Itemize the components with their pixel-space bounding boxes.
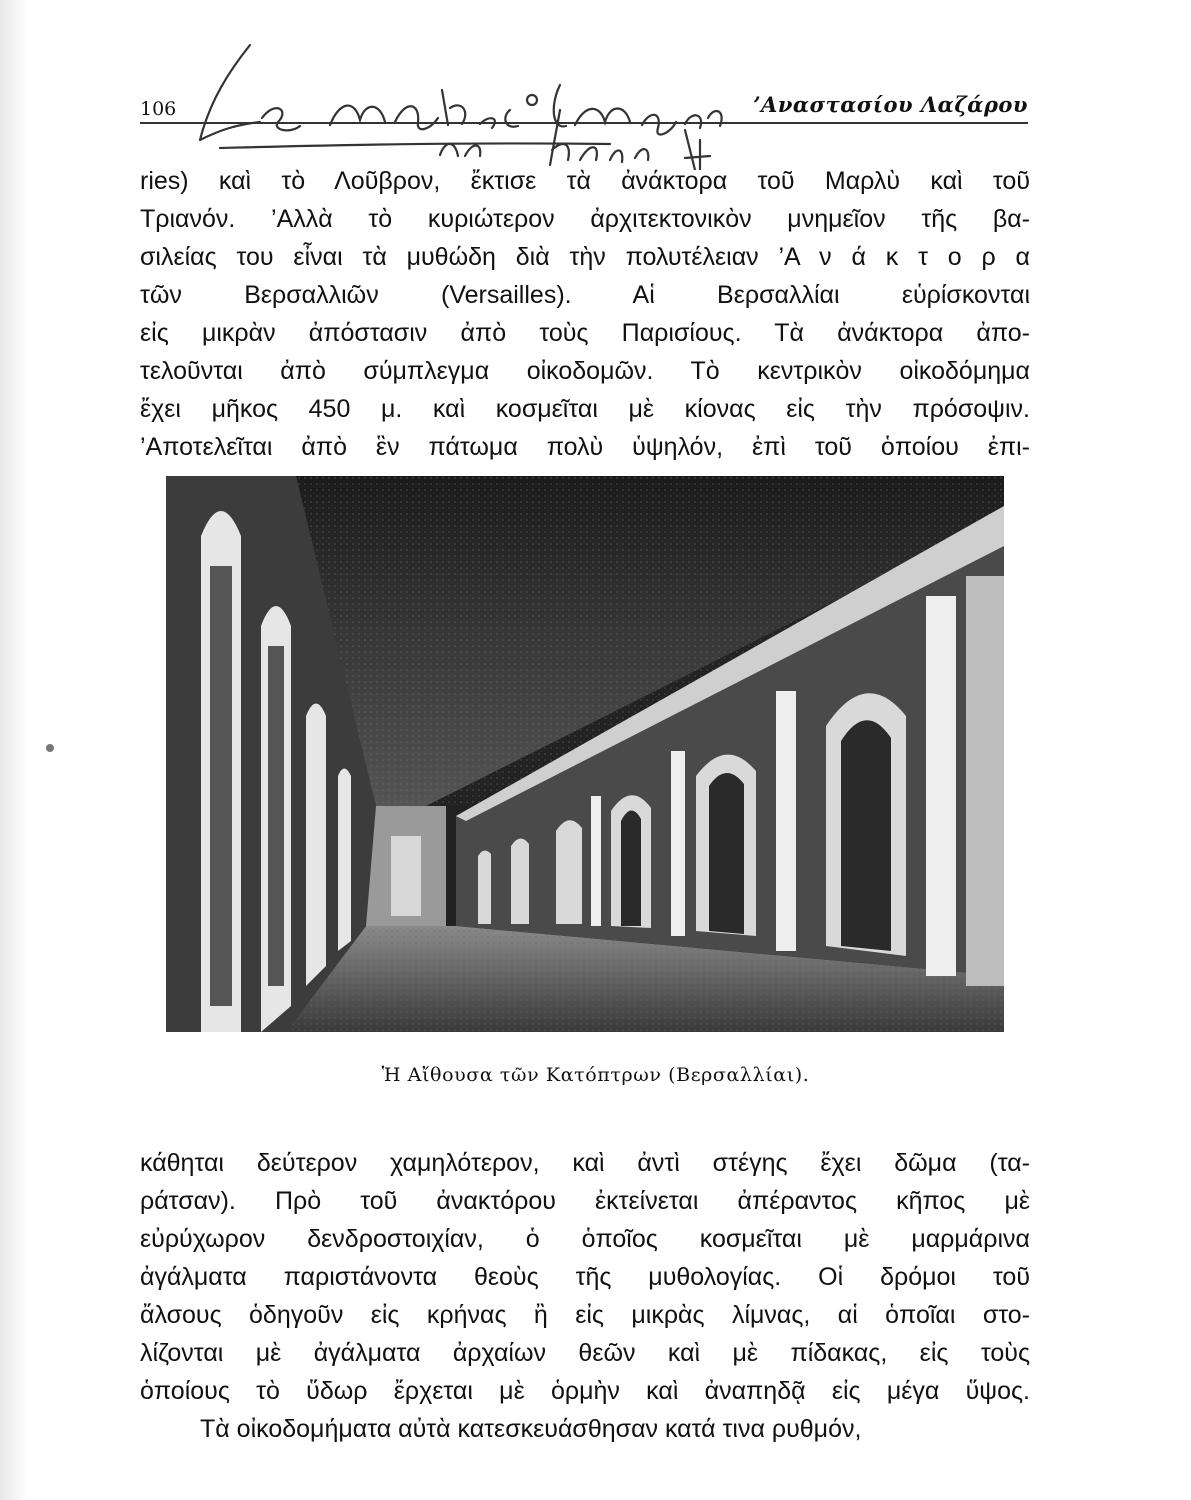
text-line-new-paragraph: Τὰ οἰκοδομήματα αὐτὰ κατεσκευάσθησαν κατά τινα ρυθμόν,: [200, 1415, 862, 1443]
text-line: ἀγάλματα παριστάνοντα θεοὺς τῆς μυθολογίας. Οἱ δρόμοι τοῦ: [140, 1263, 1030, 1291]
figure-caption: Ἡ Αἴθουσα τῶν Κατόπτρων (Βερσαλλίαι).: [381, 1064, 810, 1086]
text-line: κάθηται δεύτερον χαμηλότερον, καὶ ἀντὶ στέγης ἔχει δῶμα (τα-: [140, 1149, 1030, 1177]
text-line: σιλείας του εἶναι τὰ μυθώδη διὰ τὴν πολυτέλειαν ’Α ν ά κ τ ο ρ α: [140, 243, 1030, 271]
hall-of-mirrors-photo: [166, 476, 1004, 1032]
text-line: ’Αποτελεῖται ἀπὸ ἓν πάτωμα πολὺ ὑψηλόν, ἐπὶ τοῦ ὁποίου ἐπι-: [140, 433, 1030, 461]
text-line: λίζονται μὲ ἀγάλματα ἀρχαίων θεῶν καὶ μὲ πίδακας, εἰς τοὺς: [140, 1339, 1030, 1367]
text-line: τῶν Βερσαλλιῶν (Versailles). Αἱ Βερσαλλίαι εὑρίσκονται: [140, 281, 1030, 309]
text-line: Τριανόν. ’Αλλὰ τὸ κυριώτερον ἀρχιτεκτονικὸν μνημεῖον τῆς βα-: [140, 205, 1030, 233]
text-line: ries) καὶ τὸ Λοῦβρον, ἔκτισε τὰ ἀνάκτορα τοῦ Μαρλὺ καὶ τοῦ: [140, 167, 1030, 195]
text-line: ἔχει μῆκος 450 μ. καὶ κοσμεῖται μὲ κίονας εἰς τὴν πρόσοψιν.: [140, 395, 1030, 423]
header-rule: [140, 122, 1028, 124]
text-line: τελοῦνται ἀπὸ σύμπλεγμα οἰκοδομῶν. Τὸ κεντρικὸν οἰκοδόμημα: [140, 357, 1030, 385]
body-paragraph-top: [140, 162, 1030, 466]
margin-mark: [46, 744, 54, 752]
body-paragraph-bottom: [140, 1144, 1030, 1448]
running-head: ’Αναστασίου Λαζάρου: [753, 92, 1028, 117]
text-line: ράτσαν). Πρὸ τοῦ ἀνακτόρου ἐκτείνεται ἀπέραντος κῆπος μὲ: [140, 1187, 1030, 1215]
text-line: ἄλσους ὁδηγοῦν εἰς κρήνας ἢ εἰς μικρὰς λίμνας, αἱ ὁποῖαι στο-: [140, 1301, 1030, 1329]
page-edge-shadow: [0, 0, 28, 1500]
text-line: εὐρύχωρον δενδροστοιχίαν, ὁ ὁποῖος κοσμεῖται μὲ μαρμάρινα: [140, 1225, 1030, 1253]
text-line: ὁποίους τὸ ὕδωρ ἔρχεται μὲ ὁρμὴν καὶ ἀναπηδᾷ εἰς μέγα ὕψος.: [140, 1377, 1030, 1405]
text-line: εἰς μικρὰν ἀπόστασιν ἀπὸ τοὺς Παρισίους. Τὰ ἀνάκτορα ἀπο-: [140, 319, 1030, 347]
page-number: 106: [140, 98, 177, 120]
page-header: [140, 90, 1028, 120]
